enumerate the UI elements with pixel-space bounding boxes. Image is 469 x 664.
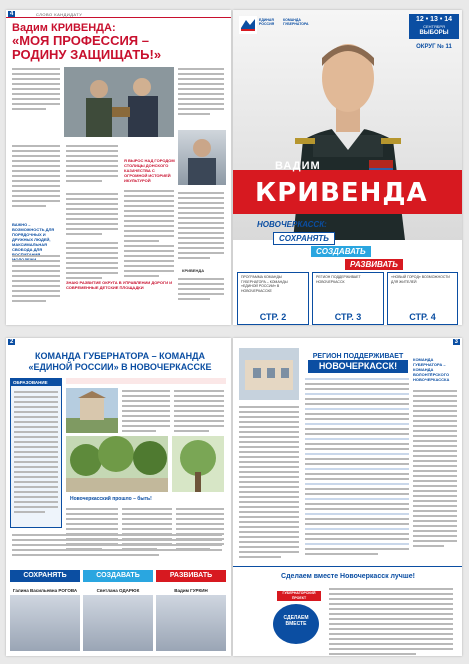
pill-create: СОЗДАВАТЬ	[83, 570, 153, 582]
candidate-first-name: ВАДИМ	[275, 160, 321, 172]
park-photo	[66, 436, 168, 492]
slogan-lead: НОВОЧЕРКАССК:	[257, 220, 327, 229]
article-photo	[66, 388, 118, 433]
election-month: СЕНТЯБРЯ	[423, 24, 445, 29]
election-date-box	[409, 14, 459, 39]
team-name: КОМАНДА ГУБЕРНАТОРА	[283, 18, 309, 26]
sidebar-title: ОБРАЗОВАНИЕ	[11, 379, 61, 386]
article-photo	[64, 67, 174, 137]
member-photo	[10, 595, 80, 651]
teaser-text: «НОВЫЙ ГОРОД» ВОЗМОЖНОСТИ ДЛЯ ЖИТЕЛЕЙ	[391, 275, 450, 284]
project-badge: ГУБЕРНАТОРСКИЙ ПРОЕКТ	[277, 591, 321, 601]
pill-develop: РАЗВИВАТЬ	[156, 570, 226, 582]
section-title: Сделаем вместе Новочеркасск лучше!	[281, 573, 415, 580]
text-column	[122, 390, 170, 435]
pull-quote: ЗНАЮ РАЗВИТИЕ ОКРУГА В УПРАВЛЕНИИ ДОРОГИ И СОВРЕМЕННЫЕ ДЕТСКИЕ ПЛОЩАДКИ	[66, 280, 173, 290]
signoff: КРИВЕНДА	[182, 268, 205, 273]
member-photo	[156, 595, 226, 651]
portrait-photo	[178, 130, 226, 185]
election-dates: 12 • 13 • 14	[415, 16, 453, 23]
text-column	[124, 245, 174, 280]
party-logo	[239, 16, 309, 38]
headline-line-1: РЕГИОН ПОДДЕРЖИВАЕТ	[312, 353, 404, 360]
together-line-2: ВМЕСТЕ	[285, 621, 307, 627]
pull-quote: ВАЖНО – ВОЗМОЖНОСТЬ ДЛЯ ПОРЯДОЧНЫХ И ДРУЖНЫХ ЛЮДЕЙ, МАКСИМАЛЬНАЯ СВОБОДА ДЛЯ	[12, 222, 55, 252]
text-column	[124, 190, 174, 245]
page-2	[6, 338, 231, 656]
cover-page	[233, 10, 462, 325]
party-name: ЕДИНАЯ РОССИЯ	[259, 18, 275, 26]
text-column	[12, 68, 60, 113]
member-name: Светлана ОДАРЮК	[96, 588, 140, 593]
member-name: Галина Васильевна РОГОВА	[12, 588, 78, 593]
text-column	[178, 68, 224, 118]
text-column	[413, 390, 457, 550]
sidebar-box	[10, 378, 62, 528]
headline-line-2: «МОЯ ПРОФЕССИЯ –	[12, 33, 149, 48]
tree-photo	[172, 436, 224, 492]
slogan-preserve: СОХРАНЯТЬ	[273, 232, 335, 245]
teaser-text: ПРОГРАММА КОМАНДЫ ГУБЕРНАТОРА – КОМАНДЫ «ЕДИНОЙ РОССИИ» В НОВОЧЕРКАССКЕ	[241, 275, 288, 293]
page-4	[6, 10, 231, 325]
text-column	[178, 278, 224, 303]
team-member	[83, 588, 153, 651]
team-member	[156, 588, 226, 651]
teaser-box	[312, 272, 384, 325]
page-title: КОМАНДА ГУБЕРНАТОРА – КОМАНДА «ЕДИНОЙ РОССИИ» В НОВОЧЕРКАССКЕ	[28, 351, 212, 372]
teaser-page: СТР. 4	[409, 312, 436, 322]
text-column	[174, 390, 224, 435]
text-column	[12, 145, 60, 210]
text-column	[239, 406, 299, 561]
page-number: 3	[454, 339, 458, 345]
intro-strip	[66, 378, 226, 384]
page-number: 4	[10, 11, 14, 17]
pull-quote: Я ВЫРОС НАД ГОРОДОМ СТОЛИЦЫ ДОНСКОГО КАЗАЧЕСТВА С ОГРОМНОЙ ИСТОРИЕЙ ИКУЛЬТУРОЙ	[124, 158, 175, 183]
text-column	[66, 193, 118, 238]
page-headline	[308, 353, 408, 373]
text-column	[66, 145, 118, 185]
election-label: ВЫБОРЫ	[419, 30, 449, 36]
teaser-box	[387, 272, 458, 325]
text-column	[14, 391, 58, 516]
text-column	[66, 242, 118, 282]
slogan-create: СОЗДАВАТЬ	[311, 246, 371, 257]
headline-line-1: Вадим КРИВЕНДА:	[12, 22, 116, 34]
page-3	[233, 338, 462, 656]
team-member	[10, 588, 80, 651]
member-photo	[83, 595, 153, 651]
photo-caption: Новочеркасский прошло – быть!	[70, 496, 152, 502]
candidate-last-name: КРИВЕНДА	[255, 178, 428, 208]
page-number: 2	[10, 339, 14, 345]
text-column	[12, 534, 222, 559]
text-column	[329, 588, 453, 656]
bear-logo-icon	[239, 16, 257, 34]
district-label: ОКРУГ № 11	[416, 44, 452, 50]
teaser-box	[237, 272, 309, 325]
pill-preserve: СОХРАНЯТЬ	[10, 570, 80, 582]
headline-line-2: НОВОЧЕРКАССК!	[308, 360, 408, 373]
side-heading: КОМАНДА ГУБЕРНАТОРА – КОМАНДА ВОЛОНТЁРСКОГО НОВОЧЕРКАССКА	[413, 357, 450, 382]
text-column	[178, 192, 224, 262]
data-list	[305, 378, 409, 558]
teaser-page: СТР. 2	[259, 312, 287, 322]
together-line-1: СДЕЛАЕМ	[283, 615, 309, 621]
article-headline	[12, 22, 222, 62]
together-logo	[273, 604, 319, 644]
member-name: Вадим ГУРКИН	[174, 588, 208, 593]
teaser-text: РЕГИОН ПОДДЕРЖИВАЕТ НОВОЧЕРКАССК	[316, 275, 361, 284]
teaser-page: СТР. 3	[334, 312, 362, 322]
text-column	[12, 255, 60, 305]
section-label: СЛОВО КАНДИДАТУ	[36, 12, 83, 17]
headline-line-3: РОДИНУ ЗАЩИЩАТЬ!»	[12, 47, 162, 62]
divider	[233, 566, 462, 567]
article-photo	[239, 348, 299, 400]
slogan-develop: РАЗВИВАТЬ	[345, 259, 403, 270]
